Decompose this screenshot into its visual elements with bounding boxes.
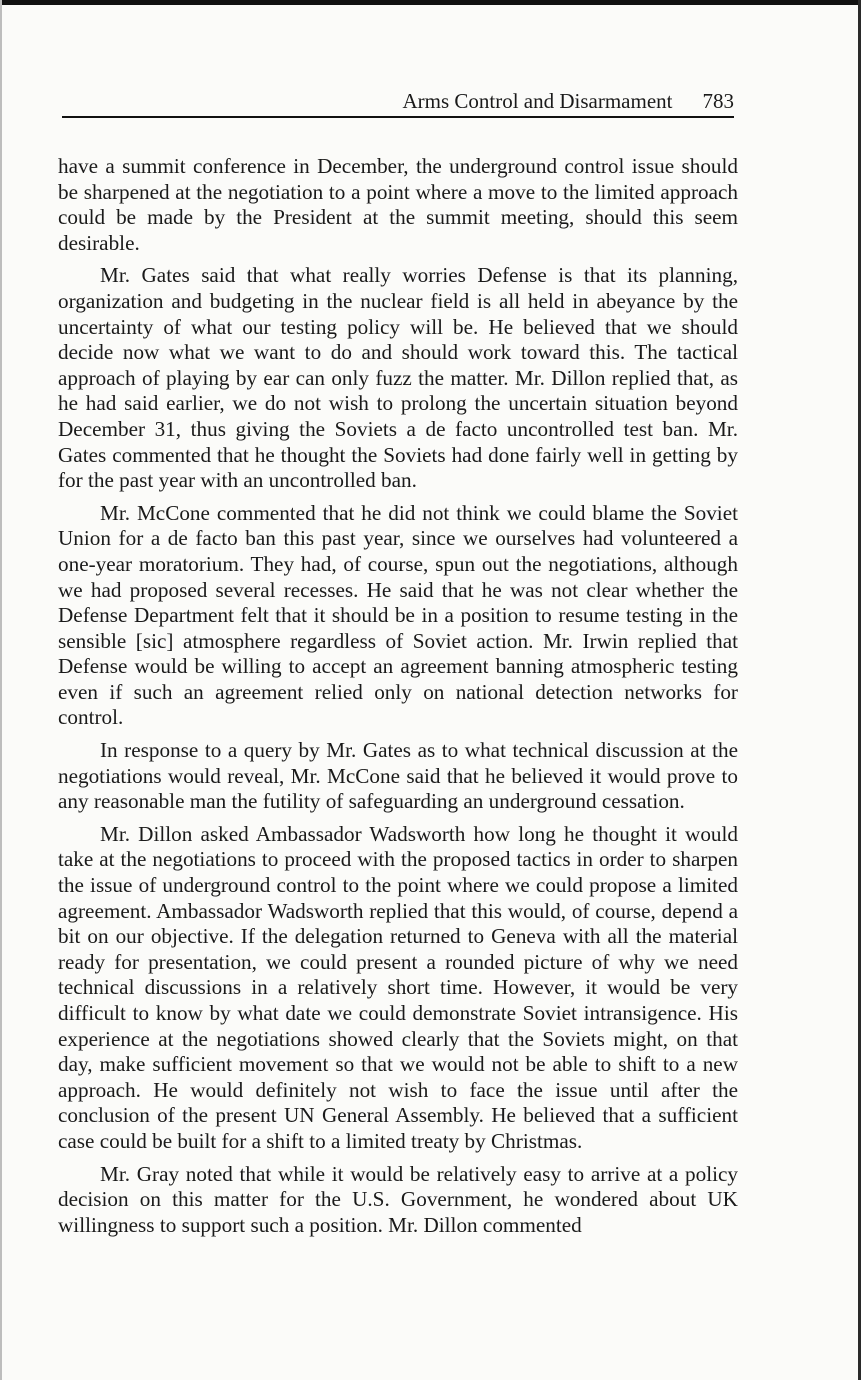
paragraph-6: Mr. Gray noted that while it would be relatively easy to arrive at a policy decision on this matter for the U.S. Government, he wondered about UK willingness to support such a position. Mr. Dillon commented	[58, 1161, 738, 1237]
paragraph-2: Mr. Gates said that what really worries Defense is that its planning, organization and budgeting in the nuclear field is all held in abeyance by the uncertainty of what our testing policy will be. He believed that we should decide now what we want to do and should work toward this. The tactical approach of playing by ear can only fuzz the matter. Mr. Dillon replied that, as he had said earlier, we do not wish to prolong the uncertain situation beyond December 31, thus giving the Soviets a de facto uncontrolled test ban. Mr. Gates commented that he thought the Soviets had done fairly well in getting by for the past year with an uncontrolled ban.	[58, 263, 738, 493]
running-header	[62, 88, 734, 118]
paragraph-1: have a summit conference in December, the underground control issue should be sharpened at the negotiation to a point where a move to the limited approach could be made by the President at the summit meeting, should this seem desirable.	[58, 154, 738, 255]
body-text	[58, 154, 738, 1245]
paragraph-4: In response to a query by Mr. Gates as to what technical discussion at the negotiations would reveal, Mr. McCone said that he believed it would prove to any reasonable man the futility of safeguarding an underground cessation.	[58, 738, 738, 814]
paragraph-3: Mr. McCone commented that he did not think we could blame the Soviet Union for a de facto ban this past year, since we ourselves had volunteered a one-year moratorium. They had, of course, spun out the negotiations, although we had proposed several recesses. He said that he was not clear whether the Defense Department felt that it should be in a position to resume testing in the sensible [sic] atmosphere regardless of Soviet action. Mr. Irwin replied that Defense would be willing to accept an agreement banning atmospheric testing even if such an agreement relied only on national detection networks for control.	[58, 500, 738, 730]
paragraph-5: Mr. Dillon asked Ambassador Wadsworth how long he thought it would take at the negotiations to proceed with the proposed tactics in order to sharpen the issue of underground control to the point where we could propose a limited agreement. Ambassador Wadsworth replied that this would, of course, depend a bit on our objective. If the delegation returned to Geneva with all the material ready for presentation, we could present a rounded picture of why we need technical discussions in a relatively short time. However, it would be very difficult to know by what date we could demonstrate Soviet intransigence. His experience at the negotiations showed clearly that the Soviets might, on that day, make sufficient movement so that we would not be able to shift to a new approach. He would definitely not wish to face the issue until after the conclusion of the present UN General Assembly. He believed that a sufficient case could be built for a shift to a limited treaty by Christmas.	[58, 821, 738, 1153]
running-title: Arms Control and Disarmament	[402, 89, 673, 113]
page-number: 783	[702, 89, 734, 113]
page-top-edge	[0, 0, 861, 5]
page-left-edge	[0, 0, 2, 1380]
